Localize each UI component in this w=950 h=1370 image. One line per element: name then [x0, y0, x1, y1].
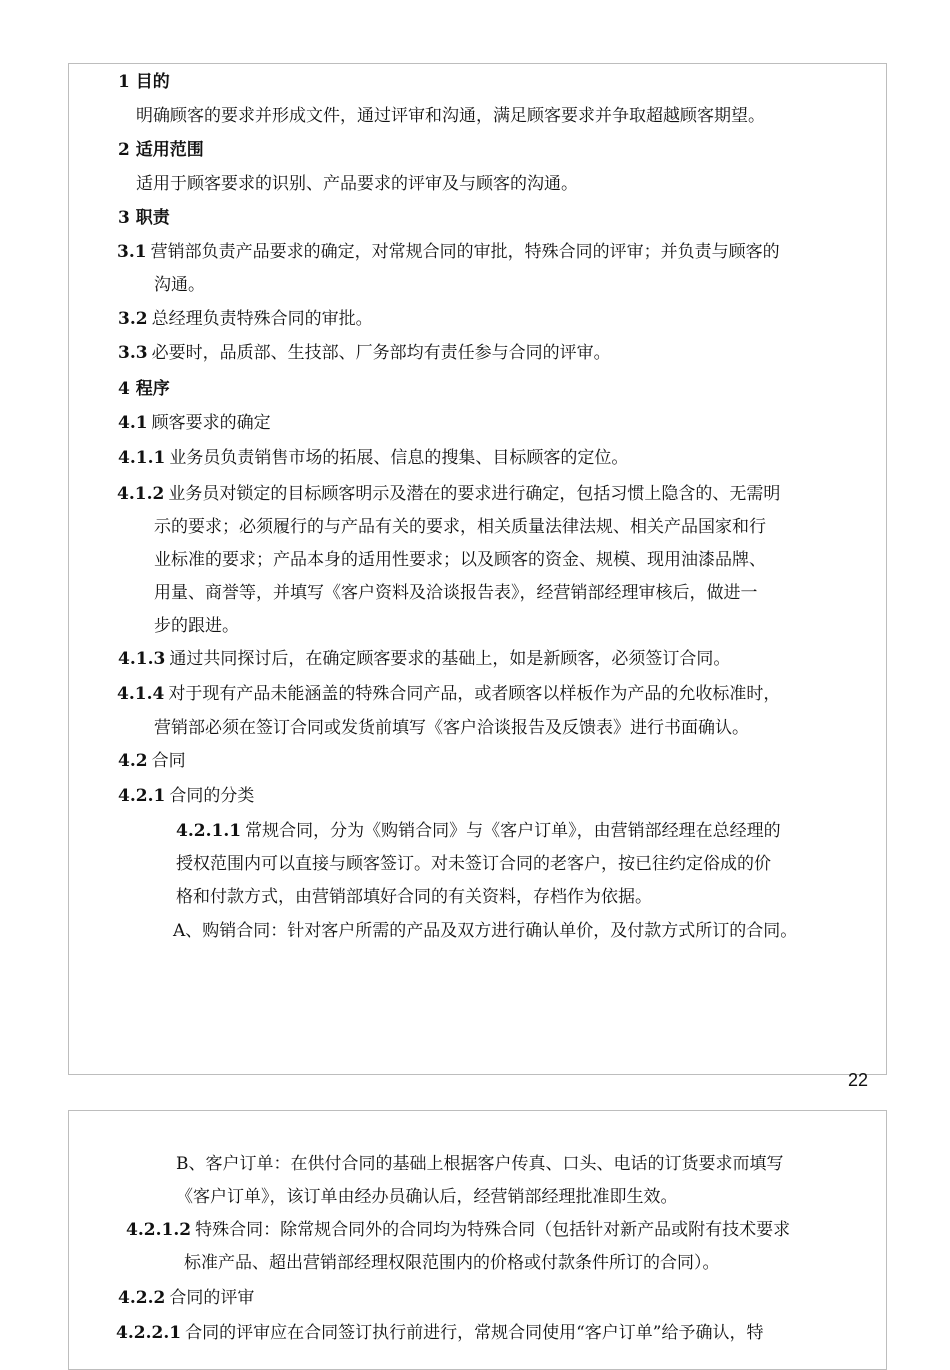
page1-line — [176, 853, 771, 875]
page1-line — [118, 207, 170, 229]
clause-number: 4.2.2.1 — [116, 1323, 182, 1343]
clause-text: 必要时，品质部、生技部、厂务部均有责任参与合同的评审。 — [151, 343, 611, 363]
page2-line — [184, 1252, 720, 1274]
clause-number: 3.1 — [117, 242, 147, 262]
page1-line — [118, 378, 170, 400]
clause-text: 特殊合同：除常规合同外的合同均为特殊合同（包括针对新产品或附有技术要求 — [195, 1220, 791, 1240]
page1-line — [154, 274, 205, 296]
clause-number: 3.3 — [118, 343, 148, 363]
clause-text: 对于现有产品未能涵盖的特殊合同产品，或者顾客以样板作为产品的允收标准时， — [168, 684, 781, 704]
clause-text: 总经理负责特殊合同的审批。 — [151, 309, 373, 329]
clause-text: 格和付款方式，由营销部填好合同的有关资料，存档作为依据。 — [176, 887, 652, 907]
page1-line — [117, 483, 780, 505]
clause-text: 步的跟进。 — [154, 616, 239, 636]
page1-line — [118, 71, 170, 93]
section-heading: 1 目的 — [118, 72, 170, 92]
clause-number: 4.2.1.1 — [176, 821, 242, 841]
clause-text: 示的要求；必须履行的与产品有关的要求，相关质量法律法规、相关产品国家和行 — [154, 517, 766, 537]
clause-text: 通过共同探讨后，在确定顾客要求的基础上，如是新顾客，必须签订合同。 — [169, 649, 731, 669]
clause-text: 合同 — [151, 751, 186, 771]
clause-text: 业务员负责销售市场的拓展、信息的搜集、目标顾客的定位。 — [169, 448, 629, 468]
page1-line — [118, 750, 186, 772]
clause-text: 用量、商誉等，并填写《客户资料及洽谈报告表》，经营销部经理审核后，做进一 — [154, 583, 758, 603]
clause-text: 《客户订单》，该订单由经办员确认后，经营销部经理批准即生效。 — [176, 1187, 678, 1207]
section-heading: 4 程序 — [118, 379, 170, 399]
page1-line — [118, 308, 373, 330]
clause-number: 3.2 — [118, 309, 148, 329]
clause-number: 4.2 — [118, 751, 148, 771]
clause-text: 合同的评审应在合同签订执行前进行，常规合同使用“客户订单”给予确认，特 — [185, 1323, 764, 1343]
page1-line — [117, 683, 780, 705]
page2-line — [176, 1186, 678, 1208]
page1-line — [118, 412, 271, 434]
clause-number: 4.1.4 — [117, 684, 165, 704]
page1-line — [118, 342, 611, 364]
clause-number: 4.1.2 — [117, 484, 165, 504]
page-number: 22 — [847, 1070, 868, 1090]
clause-text: A、购销合同：针对客户所需的产品及双方进行确认单价，及付款方式所订的合同。 — [173, 921, 798, 941]
clause-number: 4.2.1 — [118, 786, 166, 806]
clause-text: 营销部负责产品要求的确定，对常规合同的审批，特殊合同的评审；并负责与顾客的 — [150, 242, 780, 262]
page1-line — [118, 447, 628, 469]
page2-line — [126, 1219, 790, 1241]
page1-line — [154, 516, 766, 538]
clause-text: 授权范围内可以直接与顾客签订。对未签订合同的老客户，按已往约定俗成的价 — [176, 854, 771, 874]
page1-line — [118, 139, 204, 161]
page1-line — [118, 785, 254, 807]
page1-line — [118, 648, 730, 670]
page1-line — [154, 615, 239, 637]
clause-text: 营销部必须在签订合同或发货前填写《客户洽谈报告及反馈表》进行书面确认。 — [154, 718, 749, 738]
page2-line — [176, 1153, 784, 1175]
page1-line — [176, 886, 652, 908]
page1-line — [136, 173, 578, 195]
page1-line — [154, 717, 749, 739]
clause-number: 4.2.1.2 — [126, 1220, 192, 1240]
clause-text: 业务员对锁定的目标顾客明示及潜在的要求进行确定，包括习惯上隐含的、无需明 — [168, 484, 781, 504]
page1-line — [173, 920, 797, 942]
page1-line — [117, 241, 780, 263]
clause-text: 明确顾客的要求并形成文件，通过评审和沟通，满足顾客要求并争取超越顾客期望。 — [136, 106, 765, 126]
clause-text: 常规合同，分为《购销合同》与《客户订单》，由营销部经理在总经理的 — [245, 821, 781, 841]
clause-text: 沟通。 — [154, 275, 205, 295]
clause-number: 4.1.1 — [118, 448, 166, 468]
section-heading: 3 职责 — [118, 208, 170, 228]
page1-line — [154, 582, 758, 604]
clause-text: 适用于顾客要求的识别、产品要求的评审及与顾客的沟通。 — [136, 174, 578, 194]
clause-text: 标准产品、超出营销部经理权限范围内的价格或付款条件所订的合同）。 — [184, 1253, 720, 1273]
clause-text: 合同的评审 — [169, 1288, 255, 1308]
page1-line — [154, 549, 766, 571]
clause-number: 4.1 — [118, 413, 148, 433]
clause-text: 合同的分类 — [169, 786, 255, 806]
page2-line — [116, 1322, 763, 1344]
page1-line — [176, 820, 781, 842]
clause-text: 顾客要求的确定 — [151, 413, 271, 433]
page1-line — [136, 105, 765, 127]
clause-number: 4.1.3 — [118, 649, 166, 669]
clause-number: 4.2.2 — [118, 1288, 166, 1308]
clause-text: B、客户订单：在供付合同的基础上根据客户传真、口头、电话的订货要求而填写 — [176, 1154, 784, 1174]
section-heading: 2 适用范围 — [118, 140, 204, 160]
page2-line — [118, 1287, 254, 1309]
clause-text: 业标准的要求；产品本身的适用性要求；以及顾客的资金、规模、现用油漆品牌、 — [154, 550, 766, 570]
